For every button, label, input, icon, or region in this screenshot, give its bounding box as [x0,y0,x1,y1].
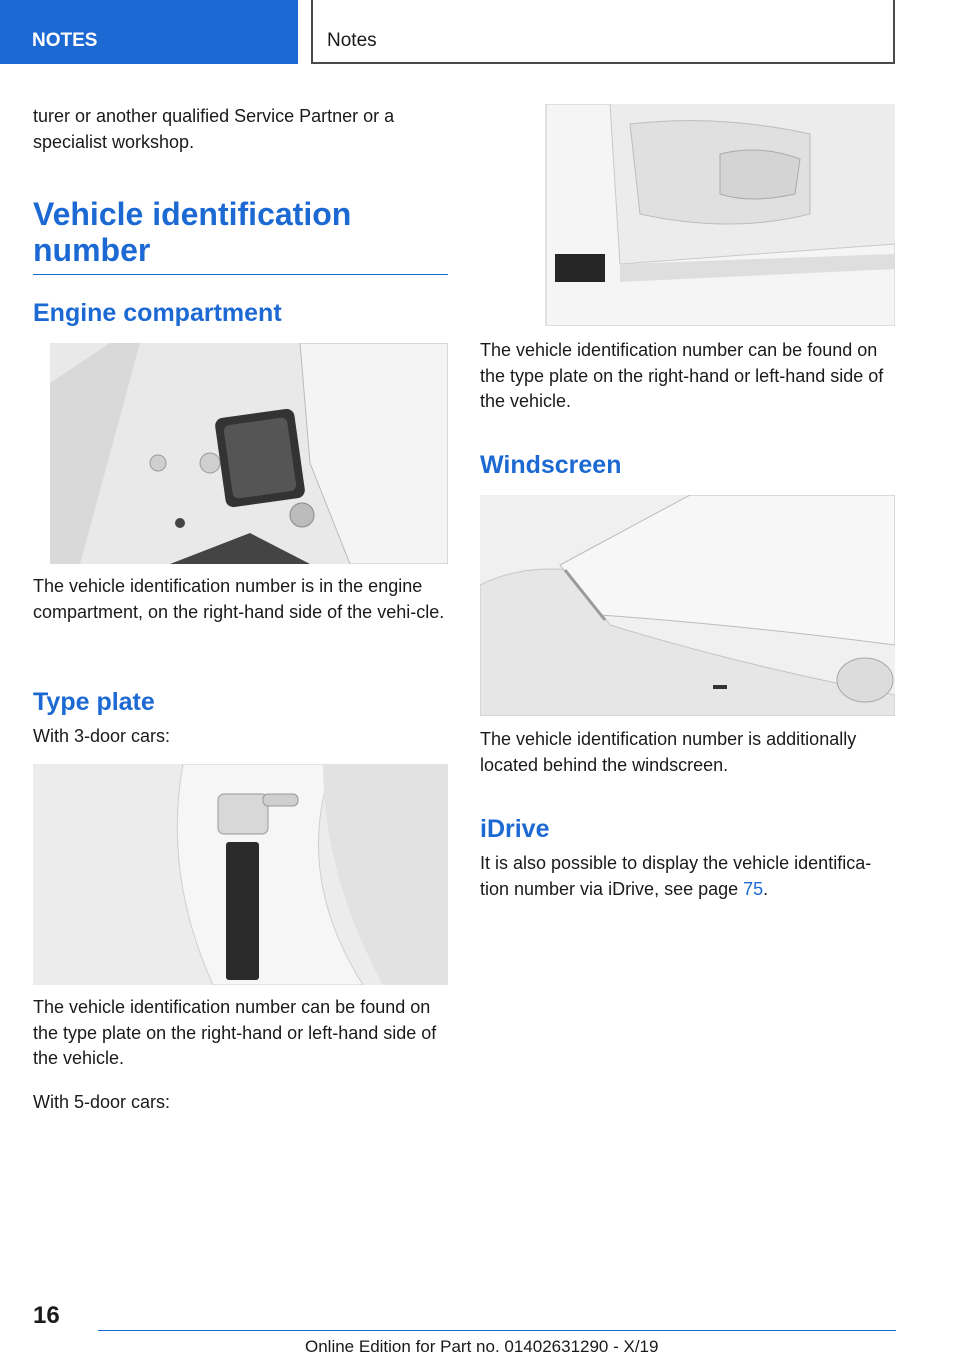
five-door-label: With 5-door cars: [33,1092,171,1112]
engine-heading: Engine compartment [33,299,282,327]
chapter-title: Notes [311,0,895,64]
page-number: 16 [33,1302,60,1329]
engine-text: The vehicle identification number is in the engine compartment, on the right-hand side of the vehi-cle. [33,576,445,622]
section-tab: NOTES [0,0,298,64]
windscreen-image [480,495,895,716]
edition-footer: Online Edition for Part no. 01402631290 - X/19 [305,1337,659,1356]
idrive-text-body: It is also possible to display the vehicle identifica-tion number via iDrive, see page [480,853,872,899]
type-plate-text-left: The vehicle identification number can be found on the type plate on the right-hand or left-hand side of the vehicle. [33,997,437,1068]
three-door-label: With 3-door cars: [33,726,171,746]
engine-compartment-image [50,343,448,564]
three-door-type-plate-image [33,764,448,985]
idrive-heading: iDrive [480,815,550,843]
windscreen-text: The vehicle identification number is additionally located behind the windscreen. [480,729,857,775]
vin-heading: Vehicle identification number [33,196,448,275]
type-plate-text-right: The vehicle identification number can be found on the type plate on the right-hand or left-hand side of the vehicle. [480,340,884,411]
page-link[interactable]: 75 [743,878,764,899]
intro-text: turer or another qualified Service Partner or a specialist workshop. [33,106,395,152]
windscreen-heading: Windscreen [480,451,622,479]
five-door-type-plate-image [480,104,895,326]
type-plate-heading: Type plate [33,688,155,716]
idrive-text [480,851,895,902]
idrive-text-end: . [763,878,769,899]
footer-rule [98,1330,896,1331]
